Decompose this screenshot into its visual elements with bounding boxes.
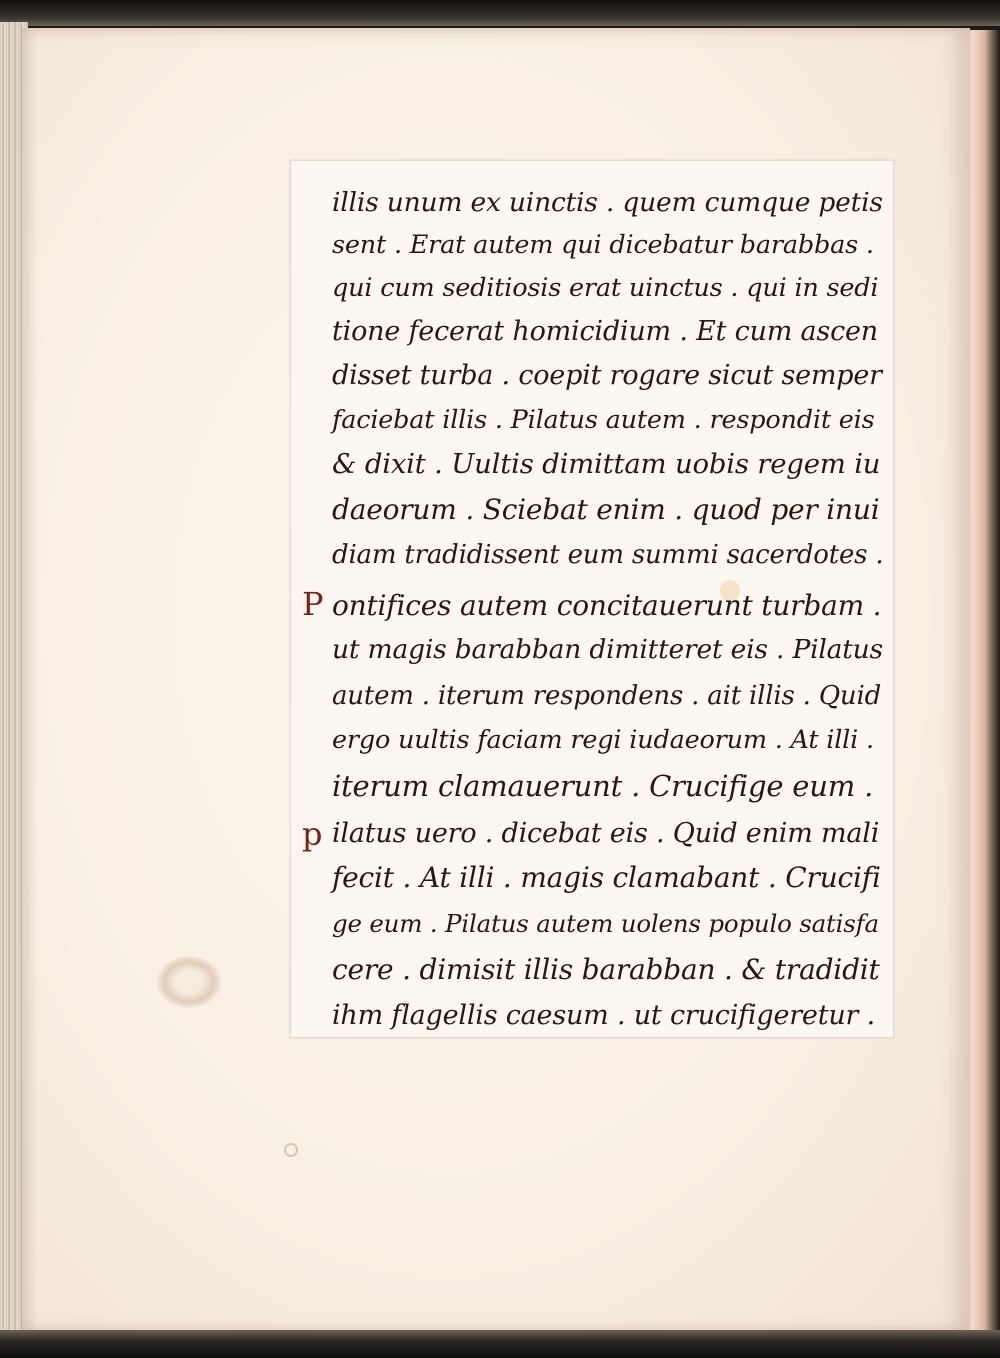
- initial-p-1: P: [302, 585, 324, 623]
- initial-p-2: p: [302, 815, 323, 853]
- text-line-4: tione fecerat homicidium . Et cum ascen: [332, 316, 878, 347]
- text-line-3: qui cum seditiosis erat uinctus . qui in sedi: [332, 273, 879, 303]
- text-line-14: iterum clamauerunt . Crucifige eum .: [332, 769, 874, 803]
- text-line-7: & dixit . Uultis dimittam uobis regem iu: [332, 448, 881, 480]
- text-line-18: cere . dimisit illis barabban . & tradidit: [332, 953, 880, 986]
- text-line-10: ontifices autem concitauerunt turbam .: [332, 589, 882, 622]
- text-line-5: disset turba . coepit rogare sicut semper: [332, 360, 882, 391]
- text-line-15: ilatus uero . dicebat eis . Quid enim mali: [332, 818, 880, 849]
- text-line-13: ergo uultis faciam regi iudaeorum . At illi .: [332, 725, 874, 755]
- text-line-2: sent . Erat autem qui dicebatur barabbas .: [332, 230, 874, 260]
- binding-top: [0, 0, 1000, 26]
- text-line-11: ut magis barabban dimitteret eis . Pilatus: [332, 634, 883, 665]
- water-stain: [157, 956, 221, 1008]
- text-line-9: diam tradidissent eum summi sacerdotes .: [332, 540, 884, 570]
- text-line-16: fecit . At illi . magis clamabant . Crucifi: [332, 861, 881, 894]
- text-line-19: ihm flagellis caesum . ut crucifigeretur .: [332, 1000, 876, 1031]
- text-line-1: illis unum ex uinctis . quem cumque petis: [332, 187, 883, 218]
- text-line-8: daeorum . Sciebat enim . quod per inui: [332, 493, 880, 526]
- text-line-12: autem . iterum respondens . ait illis . Quid: [332, 681, 882, 711]
- text-line-17: ge eum . Pilatus autem uolens populo satisfa: [332, 909, 879, 938]
- binding-bottom: [0, 1330, 1000, 1358]
- text-line-6: faciebat illis . Pilatus autem . respondit eis: [332, 405, 875, 435]
- paper-blemish: [284, 1143, 298, 1157]
